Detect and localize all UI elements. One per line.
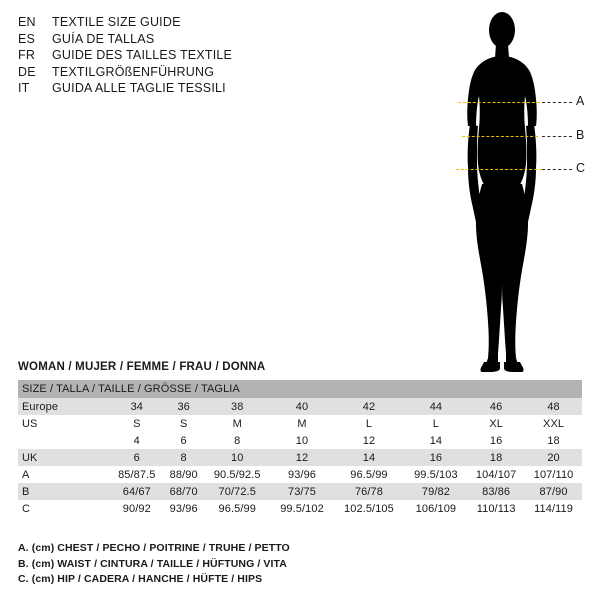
- table-cell: 96.5/99: [204, 500, 271, 517]
- language-list: [18, 14, 318, 97]
- table-row: [18, 466, 582, 483]
- language-code: EN: [18, 15, 36, 29]
- language-row: [18, 80, 318, 97]
- table-cell: S: [164, 415, 204, 432]
- table-cell: 4: [110, 432, 164, 449]
- table-row: [18, 432, 582, 449]
- table-cell: 107/110: [525, 466, 582, 483]
- table-cell: 93/96: [164, 500, 204, 517]
- table-cell: 110/113: [467, 500, 525, 517]
- table-cell: 38: [204, 398, 271, 415]
- table-row: [18, 398, 582, 415]
- table-cell: 40: [271, 398, 334, 415]
- language-row: [18, 47, 318, 64]
- table-cell: 96.5/99: [333, 466, 404, 483]
- table-cell: XXL: [525, 415, 582, 432]
- footnote-list: [18, 541, 290, 588]
- marker-label-a: A: [576, 94, 585, 108]
- chest-measure-leader: [542, 102, 572, 103]
- language-title: TEXTILE SIZE GUIDE: [52, 15, 181, 29]
- hip-measure-line: [456, 169, 542, 170]
- table-cell: 104/107: [467, 466, 525, 483]
- table-cell: 16: [467, 432, 525, 449]
- table-cell: 114/119: [525, 500, 582, 517]
- hip-measure-leader: [542, 169, 572, 170]
- table-cell: 76/78: [333, 483, 404, 500]
- table-cell: 16: [405, 449, 468, 466]
- row-label: US: [18, 415, 110, 432]
- table-cell: M: [204, 415, 271, 432]
- row-label: A: [18, 466, 110, 483]
- table-cell: 14: [405, 432, 468, 449]
- table-cell: 93/96: [271, 466, 334, 483]
- language-title: TEXTILGRÖßENFÜHRUNG: [52, 64, 215, 79]
- table-cell: 73/75: [271, 483, 334, 500]
- row-label: [18, 432, 110, 449]
- language-row: [18, 14, 318, 31]
- table-group-title: WOMAN / MUJER / FEMME / FRAU / DONNA: [18, 361, 266, 373]
- table-cell: 14: [333, 449, 404, 466]
- female-silhouette-icon: [430, 6, 590, 376]
- language-code: IT: [18, 81, 30, 95]
- footnote-hip: C. (cm) HIP / CADERA / HANCHE / HÜFTE / HIPS: [18, 573, 263, 585]
- language-row: [18, 31, 318, 48]
- row-label: C: [18, 500, 110, 517]
- table-cell: XL: [467, 415, 525, 432]
- marker-label-c: C: [576, 161, 586, 175]
- table-cell: 99.5/103: [405, 466, 468, 483]
- table-cell: 8: [164, 449, 204, 466]
- table-cell: 6: [164, 432, 204, 449]
- table-cell: 12: [271, 449, 334, 466]
- table-cell: 90.5/92.5: [204, 466, 271, 483]
- table-cell: 8: [204, 432, 271, 449]
- table-cell: 106/109: [405, 500, 468, 517]
- table-cell: 46: [467, 398, 525, 415]
- table-cell: 79/82: [405, 483, 468, 500]
- table-cell: 90/92: [110, 500, 164, 517]
- table-cell: 10: [271, 432, 334, 449]
- table-cell: L: [405, 415, 468, 432]
- table-cell: 6: [110, 449, 164, 466]
- table-cell: L: [333, 415, 404, 432]
- table-header-label: SIZE / TALLA / TAILLE / GRÖSSE / TAGLIA: [18, 380, 582, 398]
- waist-measure-line: [462, 136, 538, 137]
- row-label: B: [18, 483, 110, 500]
- language-code: ES: [18, 31, 36, 46]
- table-cell: 99.5/102: [271, 500, 334, 517]
- language-row: [18, 64, 318, 81]
- language-title: GUIDE DES TAILLES TEXTILE: [52, 48, 233, 62]
- table-row: [18, 483, 582, 500]
- table-cell: 44: [405, 398, 468, 415]
- waist-measure-leader: [542, 136, 572, 137]
- row-label: UK: [18, 449, 110, 466]
- table-row: [18, 500, 582, 517]
- language-code: DE: [18, 64, 36, 79]
- table-cell: 18: [525, 432, 582, 449]
- table-cell: 18: [467, 449, 525, 466]
- language-title: GUÍA DE TALLAS: [52, 31, 155, 46]
- table-cell: 48: [525, 398, 582, 415]
- table-row: [18, 449, 582, 466]
- table-cell: 68/70: [164, 483, 204, 500]
- chest-measure-line: [458, 102, 540, 103]
- table-cell: 87/90: [525, 483, 582, 500]
- footnote-chest: A. (cm) CHEST / PECHO / POITRINE / TRUHE / PETTO: [18, 542, 290, 554]
- table-cell: 83/86: [467, 483, 525, 500]
- table-cell: 12: [333, 432, 404, 449]
- table-cell: 34: [110, 398, 164, 415]
- table-cell: 64/67: [110, 483, 164, 500]
- table-cell: 42: [333, 398, 404, 415]
- table-cell: S: [110, 415, 164, 432]
- language-title: GUIDA ALLE TAGLIE TESSILI: [52, 81, 226, 95]
- body-figure: [430, 6, 590, 376]
- table-cell: 102.5/105: [333, 500, 404, 517]
- table-header-row: [18, 380, 582, 398]
- table-cell: 70/72.5: [204, 483, 271, 500]
- language-code: FR: [18, 48, 36, 62]
- table-cell: 20: [525, 449, 582, 466]
- table-cell: M: [271, 415, 334, 432]
- table-cell: 88/90: [164, 466, 204, 483]
- marker-label-b: B: [576, 128, 585, 142]
- row-label: Europe: [18, 398, 110, 415]
- table-cell: 10: [204, 449, 271, 466]
- size-table: [18, 380, 582, 517]
- table-cell: 36: [164, 398, 204, 415]
- table-cell: 85/87.5: [110, 466, 164, 483]
- table-row: [18, 415, 582, 432]
- footnote-waist: B. (cm) WAIST / CINTURA / TAILLE / HÜFTUNG / VITA: [18, 557, 287, 570]
